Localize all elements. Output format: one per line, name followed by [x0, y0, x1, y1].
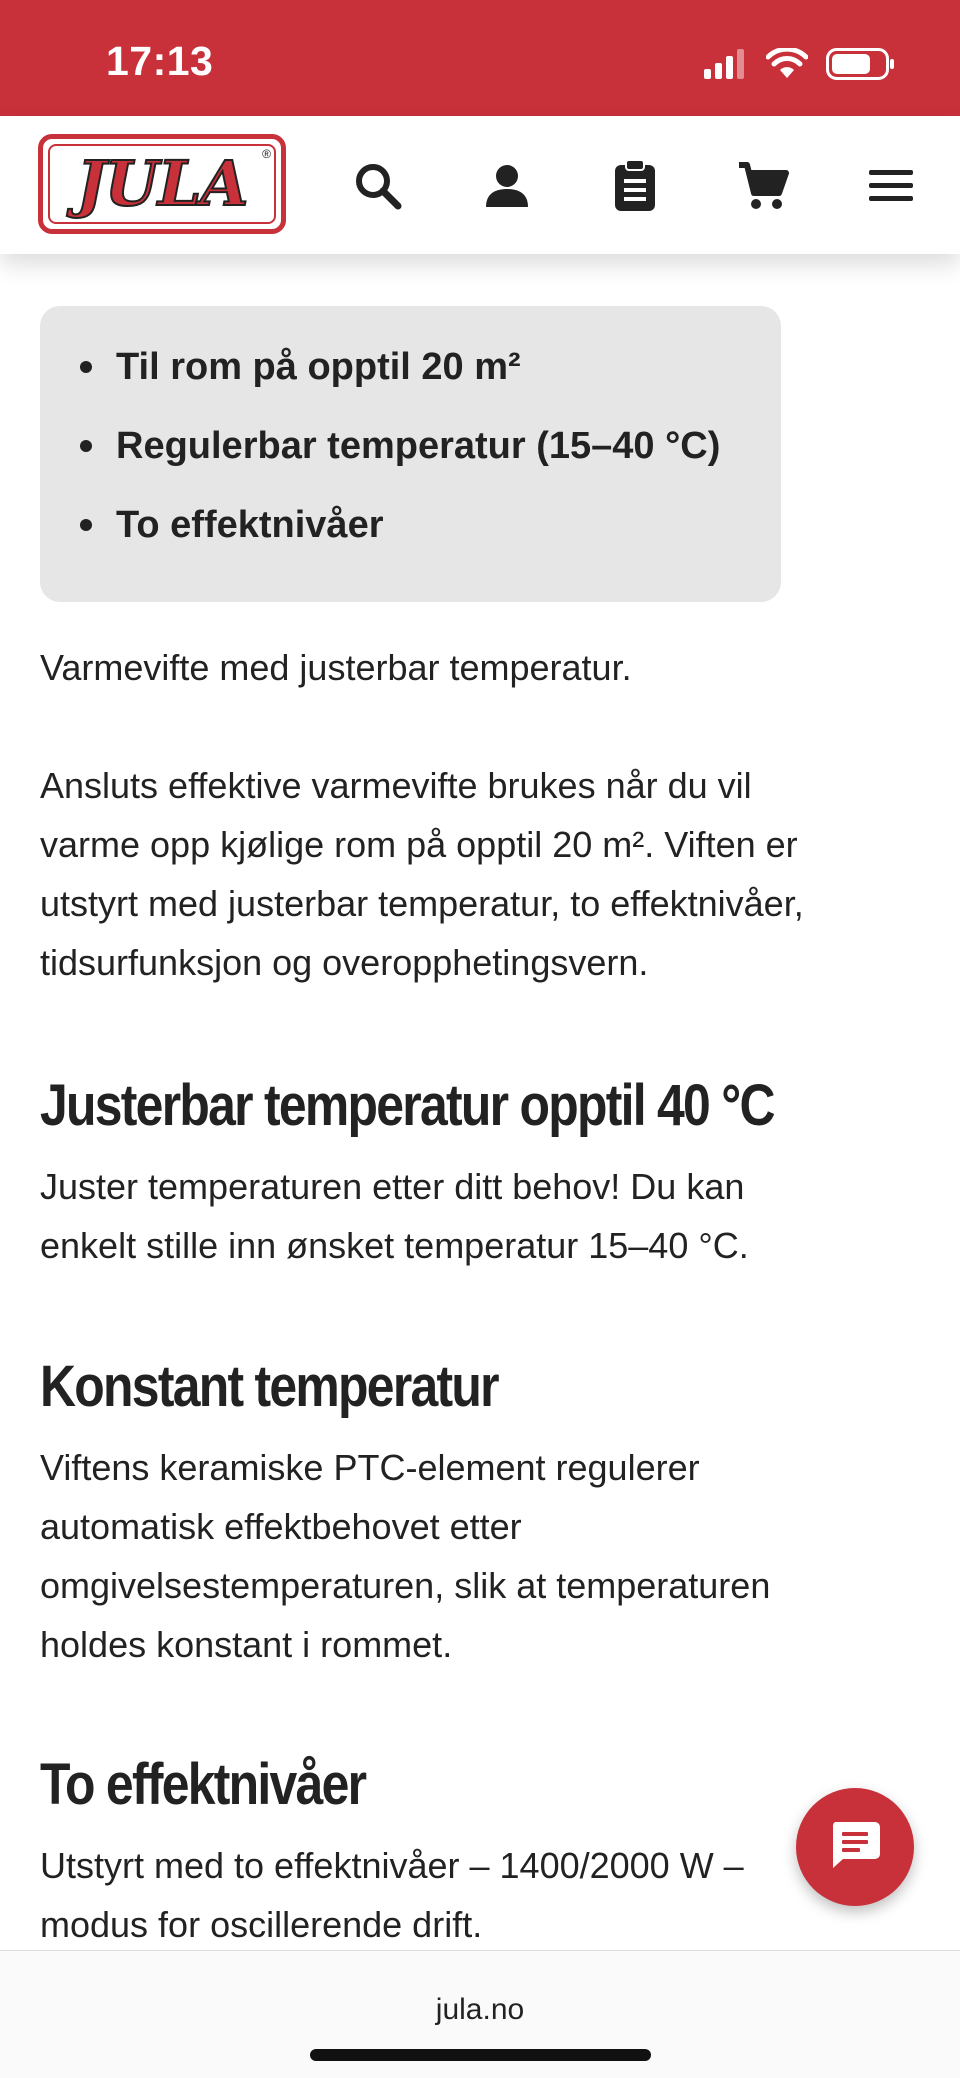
search-icon[interactable] — [348, 156, 408, 216]
text-line: enkelt stille inn ønsket temperatur 15–40 °C. — [40, 1225, 749, 1266]
usp-item: To effektnivåer — [78, 502, 781, 581]
wifi-icon — [766, 48, 808, 80]
text-line: utstyrt med justerbar temperatur, to effektnivåer, — [40, 883, 804, 924]
battery-icon — [826, 48, 896, 80]
jula-logo[interactable] — [38, 134, 286, 234]
browser-bar — [0, 1950, 960, 2078]
account-icon[interactable] — [477, 156, 537, 216]
status-icons — [704, 44, 896, 84]
chat-button[interactable] — [796, 1788, 914, 1906]
home-indicator[interactable] — [310, 2049, 651, 2061]
text-line: varme opp kjølige rom på opptil 20 m². Viften er — [40, 824, 798, 865]
logo-frame — [48, 144, 276, 224]
section-heading: Konstant temperatur — [40, 1354, 498, 1419]
usp-item: Til rom på opptil 20 m² — [78, 344, 781, 423]
usp-list — [78, 344, 781, 581]
text-line: omgivelsestemperaturen, slik at temperaturen — [40, 1565, 771, 1606]
shopping-list-icon[interactable] — [605, 156, 665, 216]
text-line: tidsurfunksjon og overopphetingsvern. — [40, 942, 649, 983]
long-description — [40, 756, 920, 992]
cart-icon[interactable] — [733, 156, 793, 216]
url-label[interactable]: jula.no — [435, 1993, 525, 2026]
registered-mark: ® — [262, 147, 271, 161]
usp-item: Regulerbar temperatur (15–40 °C) — [78, 423, 781, 502]
short-description: Varmevifte med justerbar temperatur. — [40, 647, 632, 688]
section-heading: To effektnivåer — [40, 1752, 366, 1817]
status-time: 17:13 — [106, 38, 214, 84]
logo-text: JULA — [76, 147, 248, 220]
section-body — [40, 1157, 920, 1275]
text-line: Juster temperaturen etter ditt behov! Du kan — [40, 1166, 745, 1207]
section-heading: Justerbar temperatur opptil 40 °C — [40, 1073, 774, 1138]
text-line: holdes konstant i rommet. — [40, 1624, 453, 1665]
status-bar — [0, 0, 960, 116]
chat-icon — [829, 1820, 881, 1875]
text-line: Viftens keramiske PTC-element regulerer — [40, 1447, 700, 1488]
site-header — [0, 116, 960, 254]
usp-box — [40, 306, 781, 602]
section-body — [40, 1836, 920, 1954]
text-line: Ansluts effektive varmevifte brukes når du vil — [40, 765, 752, 806]
section-body — [40, 1438, 920, 1674]
text-line: Utstyrt med to effektnivåer – 1400/2000 W – — [40, 1845, 744, 1886]
text-line: modus for oscillerende drift. — [40, 1904, 483, 1945]
text-line: automatisk effektbehovet etter — [40, 1506, 522, 1547]
menu-icon[interactable] — [861, 156, 921, 216]
signal-icon — [704, 49, 748, 79]
